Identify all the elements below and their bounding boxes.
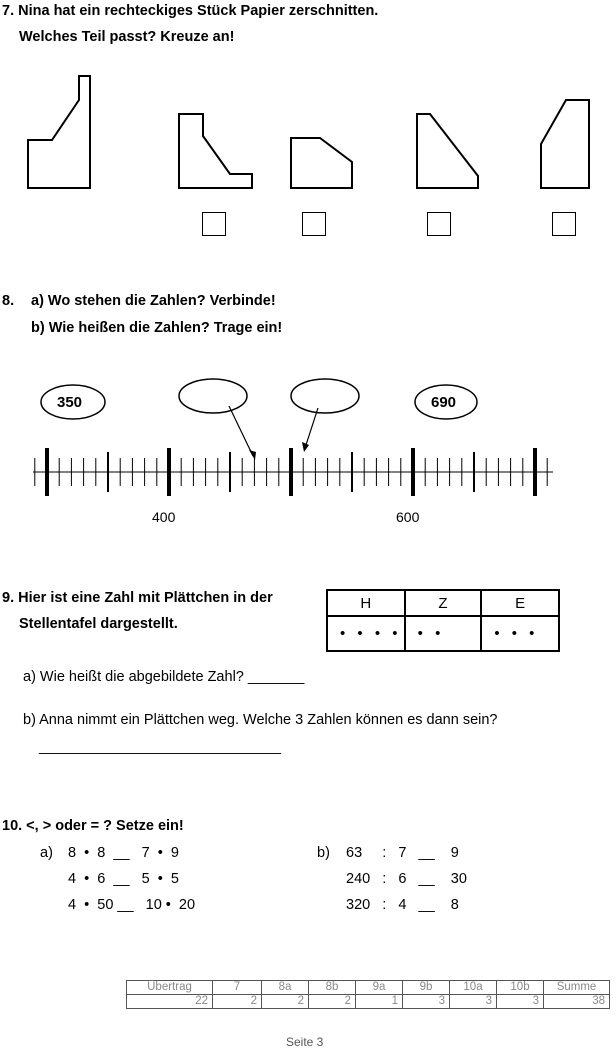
task10-b-row-1: 63 : 7 __ 9 [346, 845, 459, 861]
task10-a-row-1: 8 • 8 __ 7 • 9 [68, 845, 179, 861]
header-e: E [481, 591, 558, 616]
task9-heading: 9. Hier ist eine Zahl mit Plättchen in der [2, 590, 273, 606]
checkbox-piece-3[interactable] [427, 212, 451, 236]
task10-label-a: a) [40, 845, 53, 861]
checkbox-piece-4[interactable] [552, 212, 576, 236]
option-piece-2 [291, 138, 352, 188]
score-value-summe: 38 [544, 995, 610, 1009]
checkbox-piece-1[interactable] [202, 212, 226, 236]
score-header-10b: 10b [497, 981, 544, 995]
task8-number: 8. [2, 293, 15, 309]
task10-b-row-2: 240 : 6 __ 30 [346, 871, 467, 887]
score-header-9b: 9b [403, 981, 450, 995]
arrow-1-head [249, 450, 256, 460]
task8-part-a: a) Wo stehen die Zahlen? Verbinde! [31, 293, 276, 309]
score-header-8a: 8a [262, 981, 309, 995]
task8-part-b: b) Wie heißen die Zahlen? Trage ein! [31, 320, 283, 336]
score-value-10b: 3 [497, 995, 544, 1009]
score-header-7: 7 [213, 981, 262, 995]
option-piece-1 [179, 114, 252, 188]
page-number: Seite 3 [286, 1035, 324, 1049]
task10-label-b: b) [317, 845, 330, 861]
place-value-table [326, 589, 560, 652]
dots-e: • • • [481, 616, 558, 650]
score-value-9b: 3 [403, 995, 450, 1009]
reference-piece [28, 76, 90, 188]
score-header-8b: 8b [309, 981, 356, 995]
option-piece-4 [541, 100, 589, 188]
number-line-figure [0, 370, 616, 530]
score-value-8a: 2 [262, 995, 309, 1009]
score-value-10a: 3 [450, 995, 497, 1009]
arrow-2-line [305, 408, 318, 448]
score-value-7: 2 [213, 995, 262, 1009]
score-header-9a: 9a [356, 981, 403, 995]
arrow-1-line [229, 406, 253, 456]
score-header-summe: Summe [544, 981, 610, 995]
score-table [126, 980, 610, 1009]
bubble-label-690: 690 [431, 394, 457, 411]
bubble-label-350: 350 [57, 394, 83, 411]
task9-question-b: b) Anna nimmt ein Plättchen weg. Welche 3 Zahlen können es dann sein? [23, 712, 498, 728]
task7-heading: 7. Nina hat ein rechteckiges Stück Papier zerschnitten. [2, 3, 379, 19]
bubble-empty-1 [179, 379, 247, 413]
task10-heading: 10. <, > oder = ? Setze ein! [2, 818, 184, 834]
task9-question-a: a) Wie heißt die abgebildete Zahl? _______ [23, 669, 305, 685]
task9-heading-cont: Stellentafel dargestellt. [19, 616, 178, 632]
task10-a-row-2: 4 • 6 __ 5 • 5 [68, 871, 179, 887]
tick-label-600: 600 [396, 509, 420, 525]
task9-answer-line[interactable]: ______________________________ [39, 739, 281, 755]
tick-label-400: 400 [152, 509, 176, 525]
score-value-9a: 1 [356, 995, 403, 1009]
header-z: Z [405, 591, 482, 616]
arrow-2-head [302, 442, 309, 452]
header-h: H [328, 591, 405, 616]
score-header-10a: 10a [450, 981, 497, 995]
checkbox-piece-2[interactable] [302, 212, 326, 236]
score-value-uebertrag: 22 [127, 995, 213, 1009]
task10-a-row-3: 4 • 50 __ 10 • 20 [68, 897, 196, 913]
dots-z: • • [405, 616, 482, 650]
bubble-empty-2 [291, 379, 359, 413]
score-header-uebertrag: Übertrag [127, 981, 213, 995]
dots-h: • • • • [328, 616, 405, 650]
option-piece-3 [417, 114, 478, 188]
number-line-ticks [33, 448, 553, 496]
task10-b-row-3: 320 : 4 __ 8 [346, 897, 459, 913]
score-value-8b: 2 [309, 995, 356, 1009]
task7-instruction: Welches Teil passt? Kreuze an! [19, 29, 235, 45]
